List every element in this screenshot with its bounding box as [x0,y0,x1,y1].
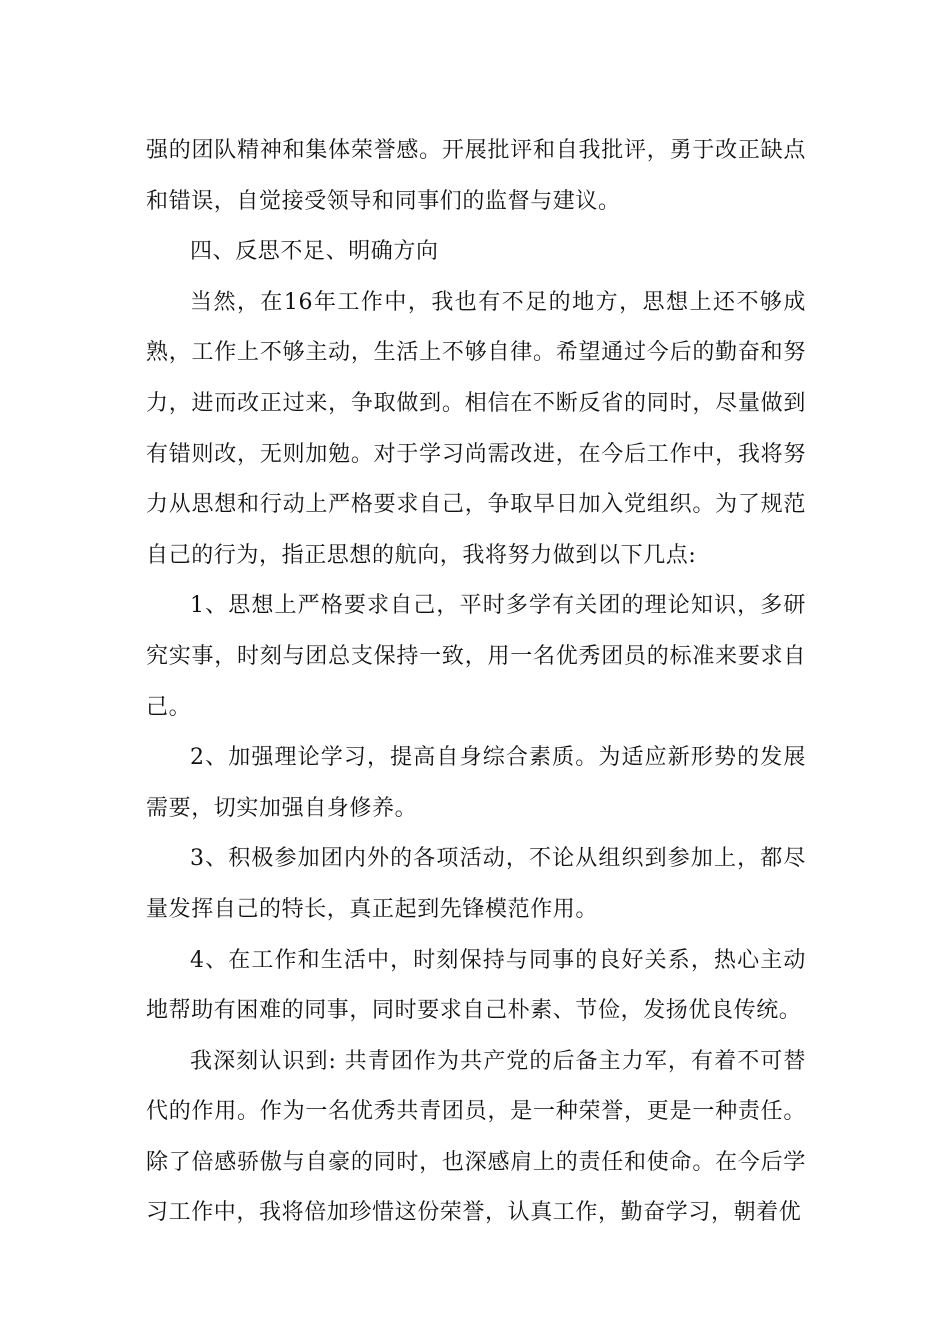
list-item-4: 4、在工作和生活中，时刻保持与同事的良好关系，热心主动地帮助有困难的同事，同时要求自己朴素、节俭，发扬优良传统。 [146,947,806,1024]
paragraph-continuation: 强的团队精神和集体荣誉感。开展批评和自我批评，勇于改正缺点和错误，自觉接受领导和同事们的监督与建议。 [146,138,806,214]
list-item-2: 2、加强理论学习，提高自身综合素质。为适应新形势的发展需要，切实加强自身修养。 [146,745,806,821]
document-body [146,126,806,1239]
list-item-1: 1、思想上严格要求自己，平时多学有关团的理论知识，多研究实事，时刻与团总支保持一致，用一名优秀团员的标准来要求自己。 [146,593,806,720]
paragraph-conclusion: 我深刻认识到: 共青团作为共产党的后备主力军，有着不可替代的作用。作为一名优秀共青团员，是一种荣誉，更是一种责任。除了倍感骄傲与自豪的同时，也深感肩上的责任和使命。在今后学习工作中，我将倍加珍惜这份荣誉，认真工作，勤奋学习，朝着优 [146,1048,806,1226]
section-heading: 四、反思不足、明确方向 [190,239,439,265]
list-item-3: 3、积极参加团内外的各项活动，不论从组织到参加上，都尽量发挥自己的特长，真正起到先锋模范作用。 [146,846,806,922]
paragraph-reflection: 当然，在16年工作中，我也有不足的地方，思想上还不够成熟，工作上不够主动，生活上不够自律。希望通过今后的勤奋和努力，进而改正过来，争取做到。相信在不断反省的同时，尽量做到有错则改，无则加勉。对于学习尚需改进，在今后工作中，我将努力从思想和行动上严格要求自己，争取早日加入党组织。为了规范自己的行为，指正思想的航向，我将努力做到以下几点: [146,289,806,568]
